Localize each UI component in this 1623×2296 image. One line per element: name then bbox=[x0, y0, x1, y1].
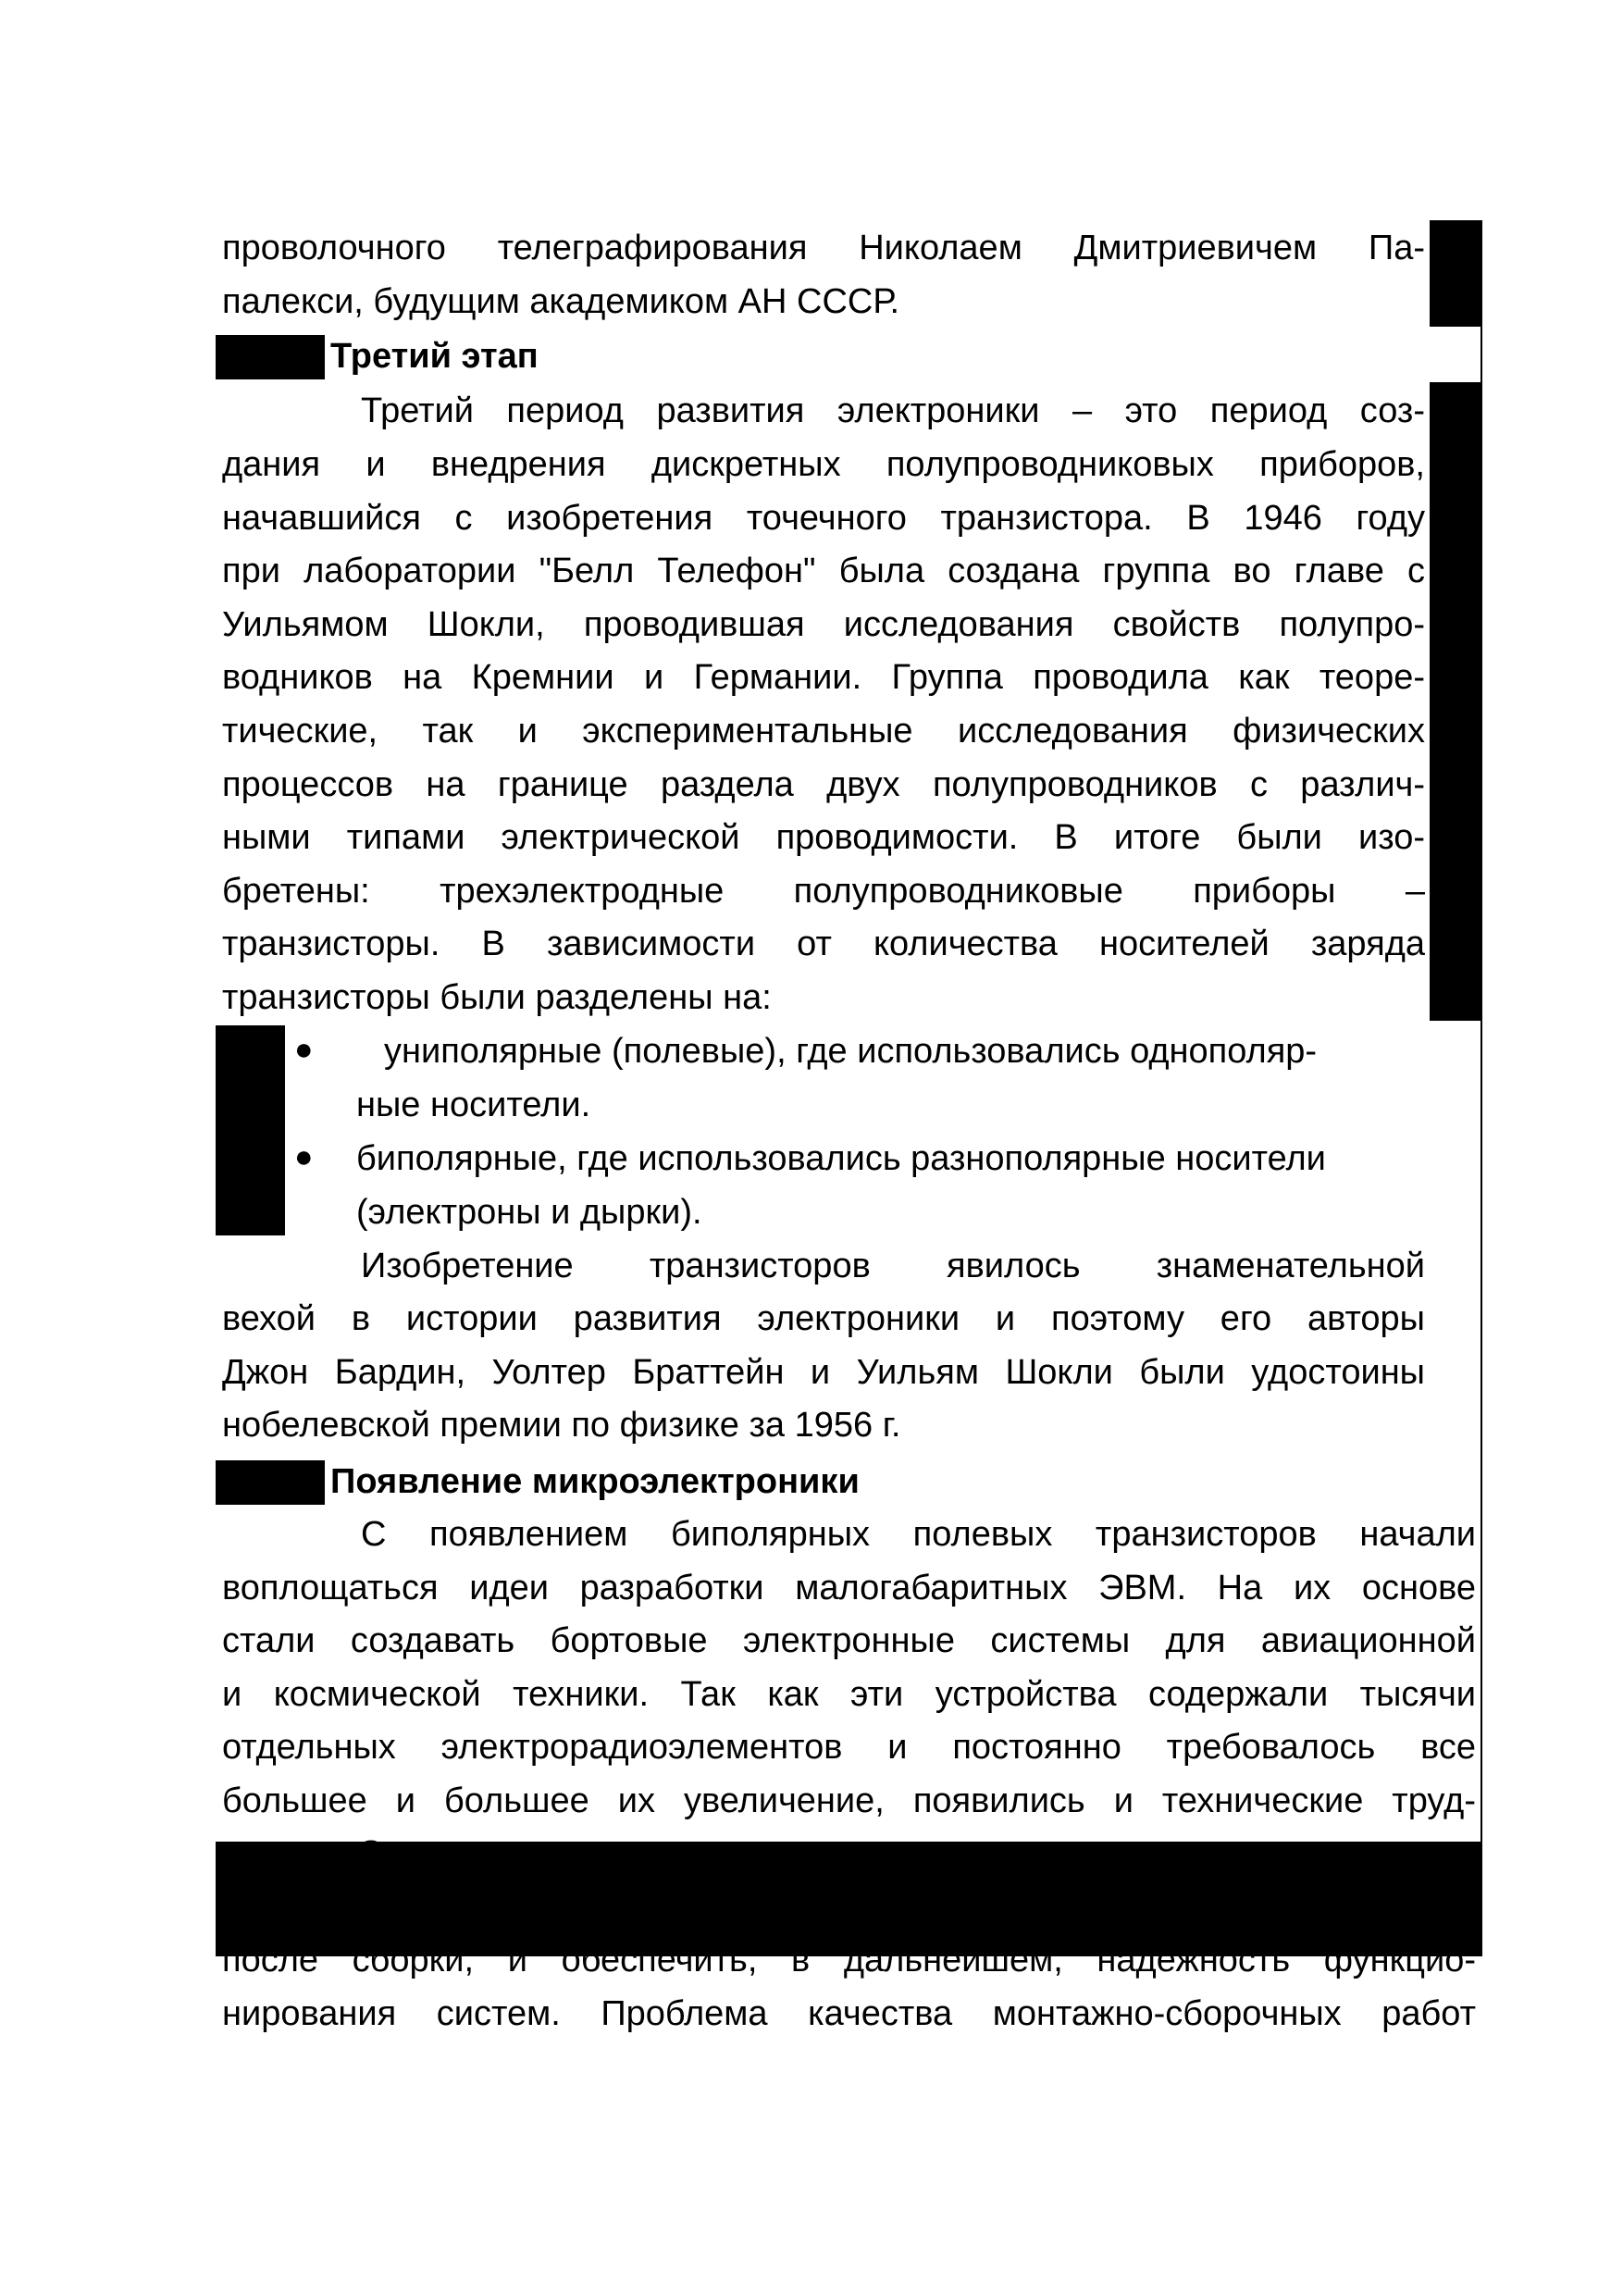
text-line: транзисторы были разделены на: bbox=[222, 978, 772, 1017]
text-line: Джон Бардин, Уолтер Браттейн и Уильям Шокли были удостоины bbox=[222, 1353, 1425, 1392]
text-line: нирования систем. Проблема качества монтажно-сборочных работ bbox=[222, 1994, 1476, 2033]
redaction-block-heading-1 bbox=[216, 335, 325, 379]
text-line: проволочного телеграфирования Николаем Дмитриевичем Па- bbox=[222, 229, 1425, 267]
section-heading: Появление микроэлектроники bbox=[330, 1462, 860, 1501]
text-line: после сборки, и обеспечить, в дальнейшем, надежность функцио- bbox=[222, 1941, 1476, 1980]
section-heading: Третий этап bbox=[330, 337, 539, 376]
bullet-text: (электроны и дырки). bbox=[356, 1193, 702, 1232]
text-line: вехой в истории развития электроники и поэтому его авторы bbox=[222, 1299, 1425, 1338]
text-line: тически не удавалось обеспечить их работоспособность сразу же bbox=[222, 1888, 1476, 1927]
text-line: водников на Кремнии и Германии. Группа проводила как теоре- bbox=[222, 658, 1425, 697]
text-line: Изобретение транзисторов явилось знаменательной bbox=[361, 1247, 1425, 1285]
text-line: ными типами электрической проводимости. В итоге были изо- bbox=[222, 818, 1425, 857]
text-line: большее и большее их увеличение, появились и технические труд- bbox=[222, 1781, 1476, 1820]
text-line: Уильямом Шокли, проводившая исследования свойств полупро- bbox=[222, 605, 1425, 644]
text-line: С появлением биполярных полевых транзисторов начали bbox=[361, 1515, 1476, 1554]
text-line: начавшийся с изобретения точечного транзистора. В 1946 году bbox=[222, 499, 1425, 538]
redaction-block-right-middle bbox=[1430, 382, 1482, 1021]
text-line: отдельных электрорадиоэлементов и постоянно требовалось все bbox=[222, 1728, 1476, 1767]
text-line: бретены: трехэлектродные полупроводниковые приборы – bbox=[222, 872, 1425, 911]
redaction-block-bullets bbox=[216, 1025, 285, 1235]
text-line: тические, так и экспериментальные исследования физических bbox=[222, 712, 1425, 751]
text-line: Третий период развития электроники – это период соз- bbox=[361, 391, 1425, 430]
bullet-dot: ● bbox=[294, 1139, 314, 1174]
text-line: транзисторы. В зависимости от количества носителей заряда bbox=[222, 925, 1425, 963]
redaction-block-right-top bbox=[1430, 220, 1482, 327]
frame-line-right-2 bbox=[1481, 1021, 1482, 1842]
redaction-block-heading-2 bbox=[216, 1460, 325, 1505]
text-line: процессов на границе раздела двух полупроводников с различ- bbox=[222, 765, 1425, 804]
text-line: воплощаться идеи разработки малогабаритных ЭВМ. На их основе bbox=[222, 1569, 1476, 1607]
text-line: нобелевской премии по физике за 1956 г. bbox=[222, 1406, 901, 1445]
text-line: ности. С увеличением числа элементов электронных систем прак- bbox=[222, 1834, 1476, 1873]
bullet-text: биполярные, где использовались разнополярные носители bbox=[356, 1139, 1326, 1178]
text-line: дания и внедрения дискретных полупроводниковых приборов, bbox=[222, 445, 1425, 484]
text-line: палекси, будущим академиком АН СССР. bbox=[222, 282, 900, 321]
bullet-text: униполярные (полевые), где использовались однополяр- bbox=[384, 1032, 1318, 1071]
bullet-dot: ● bbox=[294, 1032, 314, 1067]
text-line: и космической техники. Так как эти устройства содержали тысячи bbox=[222, 1675, 1476, 1714]
text-line: при лаборатории "Белл Телефон" была создана группа во главе с bbox=[222, 552, 1425, 590]
frame-line-right-1 bbox=[1481, 327, 1482, 382]
text-line: стали создавать бортовые электронные системы для авиационной bbox=[222, 1621, 1476, 1660]
bullet-text: ные носители. bbox=[356, 1086, 591, 1124]
